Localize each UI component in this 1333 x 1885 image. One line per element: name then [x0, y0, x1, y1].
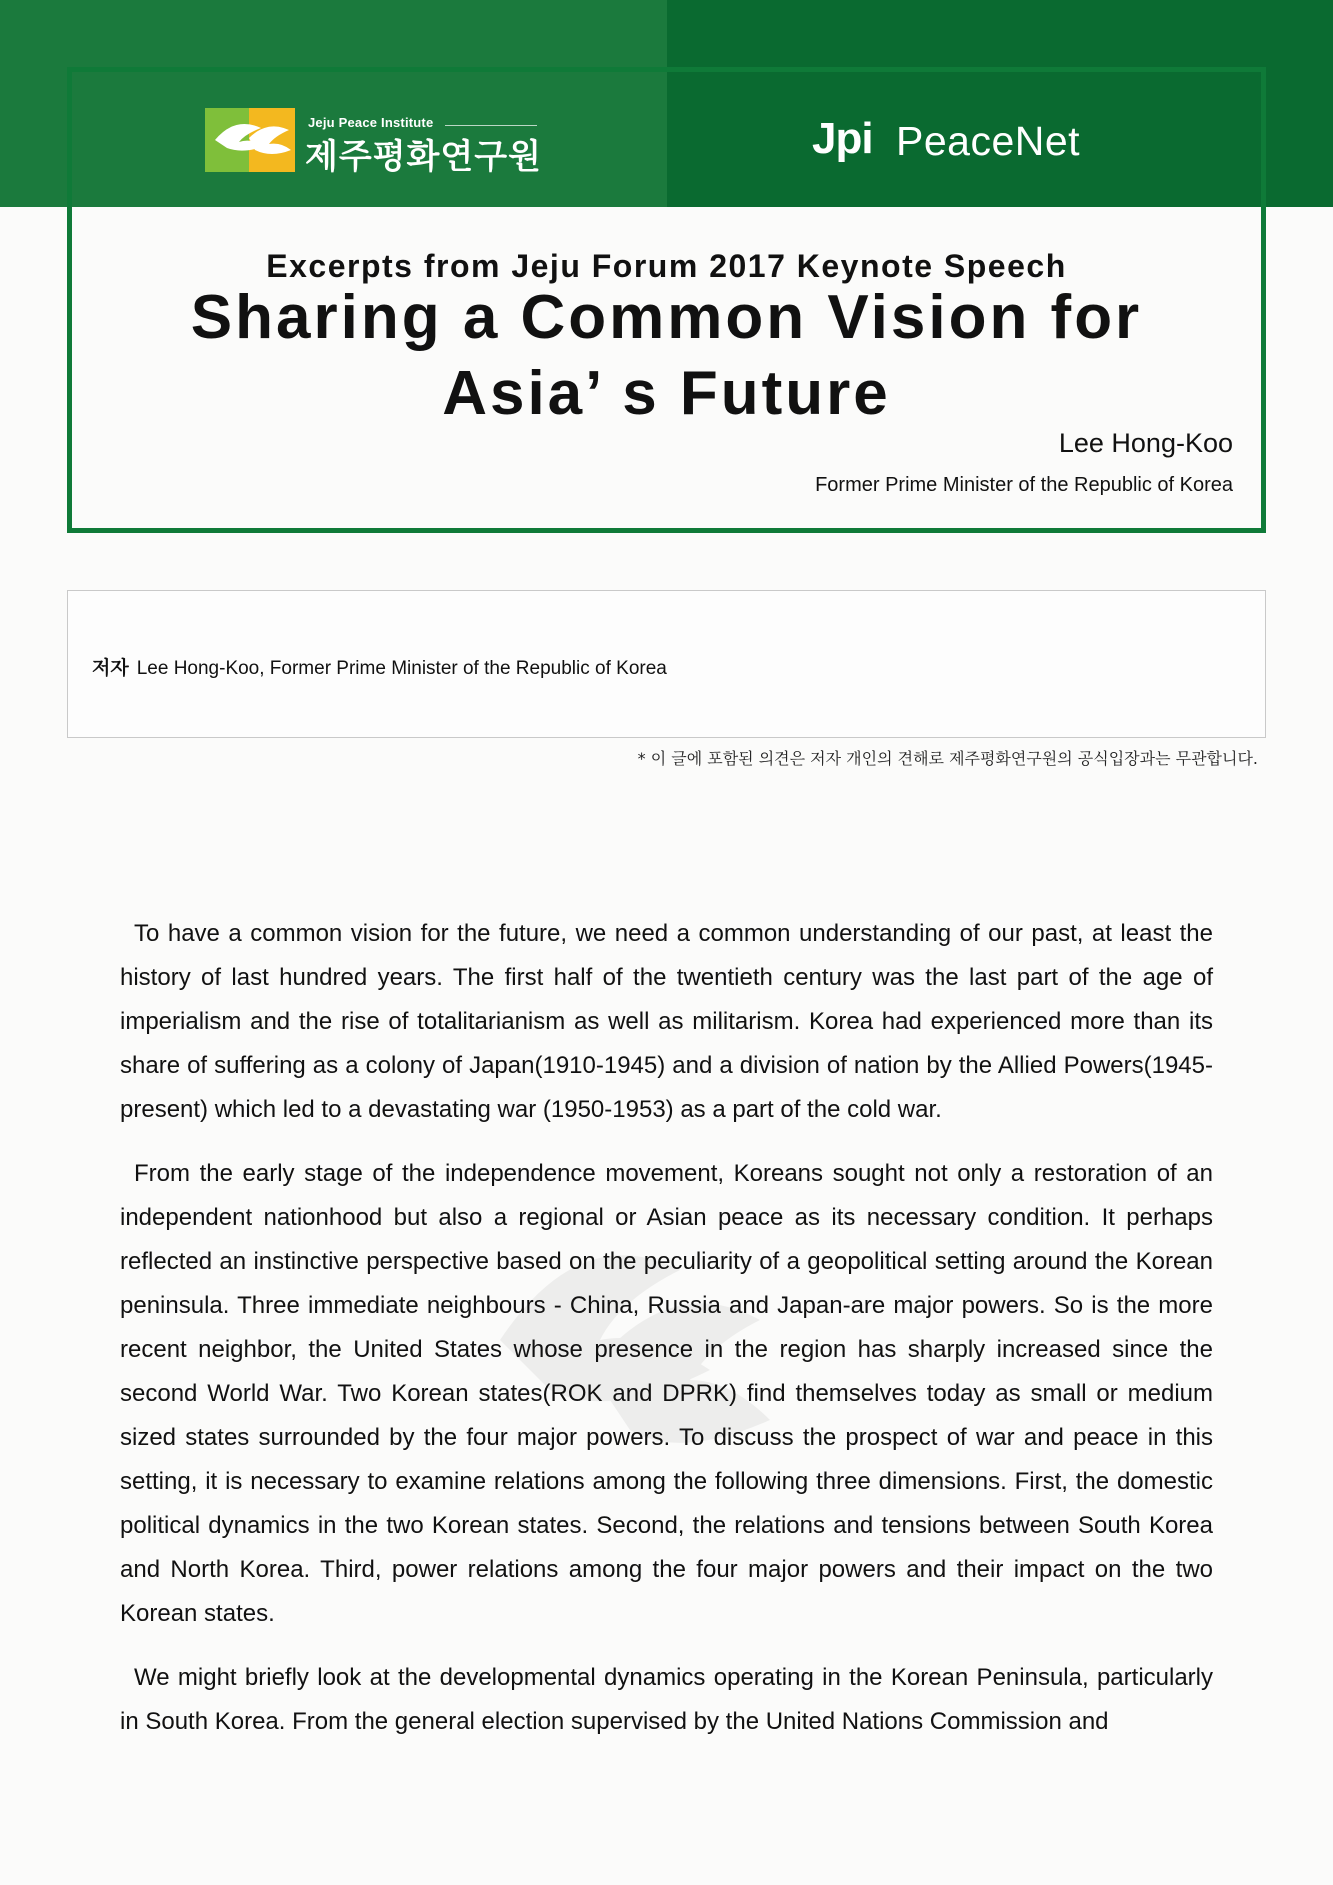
logo-korean-name: 제주평화연구원	[305, 137, 542, 177]
body-paragraph-1: To have a common vision for the future, we need a common understanding of our past, at least the history of last hundred years. The first half of the twentieth century was the last part of the age of imperialism and the rise of totalitarianism as well as militarism. Korea had experienced more than its share of suffering as a colony of Japan(1910-1945) and a division of nation by the Allied Powers(1945-present) which led to a devastating war (1950-1953) as a part of the cold war.	[120, 920, 1213, 1123]
title-line-2: Asia’ s Future	[442, 359, 891, 428]
author-label: 저자	[92, 658, 129, 679]
jpi-peacenet-logo[interactable]	[812, 114, 1132, 174]
article-body	[120, 912, 1213, 1764]
peacenet-logo-text: PeaceNet	[896, 118, 1081, 164]
logo-english-name: Jeju Peace Institute	[308, 115, 434, 130]
disclaimer-note: * 이 글에 포함된 의견은 저자 개인의 견해로 제주평화연구원의 공식입장과는 무관합니다.	[637, 749, 1258, 768]
dove-logo-icon	[205, 108, 295, 172]
author-role: Former Prime Minister of the Republic of Korea	[815, 474, 1233, 496]
author-info	[92, 653, 667, 680]
jpi-logo-text: Jpi	[812, 114, 873, 163]
author-info-text: Lee Hong-Koo, Former Prime Minister of the Republic of Korea	[136, 658, 667, 679]
document-title	[0, 280, 1333, 432]
body-paragraph-2: From the early stage of the independence movement, Koreans sought not only a restoration of an independent nationhood but also a regional or Asian peace as its necessary condition. It perhaps reflected an instinctive perspective based on the peculiarity of a geopolitical setting around the Korean peninsula. Three immediate neighbours - China, Russia and Japan-are major powers. So is the more recent neighbor, the United States whose presence in the region has sharply increased since the second World War. Two Korean states(ROK and DPRK) find themselves today as small or medium sized states surrounded by the four major powers. To discuss the prospect of war and peace in this setting, it is necessary to examine relations among the following three dimensions. First, the domestic political dynamics in the two Korean states. Second, the relations and tensions between South Korea and North Korea. Third, power relations among the four major powers and their impact on the two Korean states.	[120, 1160, 1213, 1627]
body-paragraph-3: We might briefly look at the developmental dynamics operating in the Korean Peninsula, particularly in South Korea. From the general election supervised by the United Nations Commission and	[120, 1664, 1213, 1735]
document-subtitle: Excerpts from Jeju Forum 2017 Keynote Speech	[266, 248, 1067, 284]
author-info-box	[67, 590, 1266, 738]
logo-divider	[445, 125, 537, 126]
author-name: Lee Hong-Koo	[1058, 428, 1233, 458]
jeju-peace-institute-logo[interactable]	[205, 105, 545, 175]
title-line-1: Sharing a Common Vision for	[190, 283, 1143, 352]
